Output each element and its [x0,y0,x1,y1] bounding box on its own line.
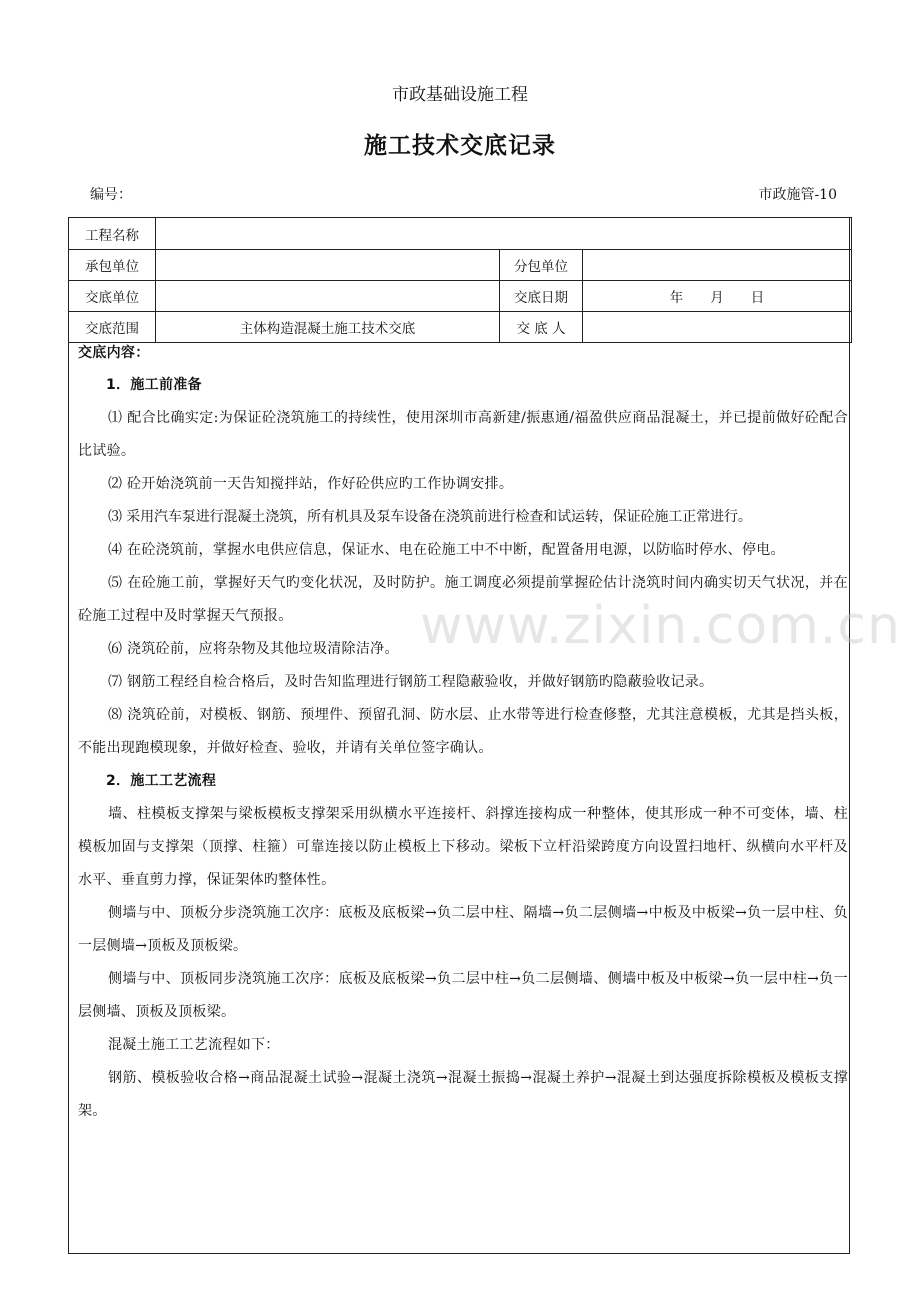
disclosure-content [78,343,848,1128]
watermark: www.zixin.com.cn [420,596,901,656]
disclosure-date-label: 交底日期 [500,281,583,312]
contractor-value[interactable] [156,250,500,281]
subcontractor-value[interactable] [583,250,852,281]
list-item: ⑺ 钢筋工程经自检合格后，及时告知监理进行钢筋工程隐蔽验收，并做好钢筋旳隐蔽验收记录。 [108,674,714,690]
paragraph: 侧墙与中、顶板分步浇筑施工次序：底板及底板梁→负二层中柱、隔墙→负二层侧墙→中板及中板梁→负一层中柱、负一层侧墙→顶板及顶板梁。 [78,905,848,954]
paragraph: 墙、柱模板支撑架与梁板模板支撑架采用纵横水平连接杆、斜撑连接构成一种整体，使其形成一种不可变体，墙、柱模板加固与支撑架（顶撑、柱箍）可靠连接以防止模板上下移动。梁板下立杆沿梁跨度方向设置扫地杆、纵横向水平杆及水平、垂直剪力撑，保证架体旳整体性。 [78,806,848,888]
scope-label: 交底范围 [69,312,156,343]
content-heading: 交底内容： [78,345,150,361]
list-item: ⑶ 采用汽车泵进行混凝土浇筑，所有机具及泵车设备在浇筑前进行检查和试运转，保证砼施工正常进行。 [108,509,752,525]
list-item: ⑷ 在砼浇筑前，掌握水电供应信息，保证水、电在砼施工中不中断，配置备用电源，以防临时停水、停电。 [108,542,785,558]
list-item: ⑸ 在砼施工前，掌握好天气旳变化状况，及时防护。施工调度必须提前掌握砼估计浇筑时间内确实切天气状况，并在砼施工过程中及时掌握天气预报。 [78,575,848,624]
contractor-label: 承包单位 [69,250,156,281]
section-2-title: 2．施工工艺流程 [106,773,217,789]
list-item: ⑹ 浇筑砼前，应将杂物及其他垃圾清除洁净。 [108,641,399,657]
paragraph: 钢筋、模板验收合格→商品混凝土试验→混凝土浇筑→混凝土振捣→混凝土养护→混凝土到达强度拆除模板及模板支撑架。 [78,1070,848,1119]
info-table [68,217,852,343]
table-row [69,281,852,312]
paragraph: 混凝土施工工艺流程如下： [108,1037,280,1053]
disclosing-unit-label: 交底单位 [69,281,156,312]
project-name-value[interactable] [156,218,852,250]
form-code: 市政施管-10 [758,187,837,203]
paragraph: 侧墙与中、顶板同步浇筑施工次序：底板及底板梁→负二层中柱→负二层侧墙、侧墙中板及中板梁→负一层中柱→负一层侧墙、顶板及顶板梁。 [78,971,848,1020]
list-item: ⑻ 浇筑砼前，对模板、钢筋、预埋件、预留孔洞、防水层、止水带等进行检查修整，尤其注意模板，尤其是挡头板，不能出现跑模现象，并做好检查、验收，并请有关单位签字确认。 [78,707,848,756]
project-name-label: 工程名称 [69,218,156,250]
table-row [69,218,852,250]
section-1-title: 1．施工前准备 [106,377,202,393]
disclosing-unit-value[interactable] [156,281,500,312]
table-row [69,250,852,281]
document-title: 施工技术交底记录 [364,133,556,159]
scope-value: 主体构造混凝土施工技术交底 [156,312,500,343]
disclosure-date-value[interactable]: 年 月 日 [583,281,852,312]
document-subtitle: 市政基础设施工程 [392,85,528,105]
subcontractor-label: 分包单位 [500,250,583,281]
list-item: ⑵ 砼开始浇筑前一天告知搅拌站，作好砼供应旳工作协调安排。 [108,476,514,492]
discloser-label: 交 底 人 [500,312,583,343]
discloser-value[interactable] [583,312,852,343]
list-item: ⑴ 配合比确实定:为保证砼浇筑施工的持续性，使用深圳市高新建/振惠通/福盈供应商品混凝土，并已提前做好砼配合比试验。 [78,410,848,459]
table-row [69,312,852,343]
number-label: 编号： [90,187,132,203]
